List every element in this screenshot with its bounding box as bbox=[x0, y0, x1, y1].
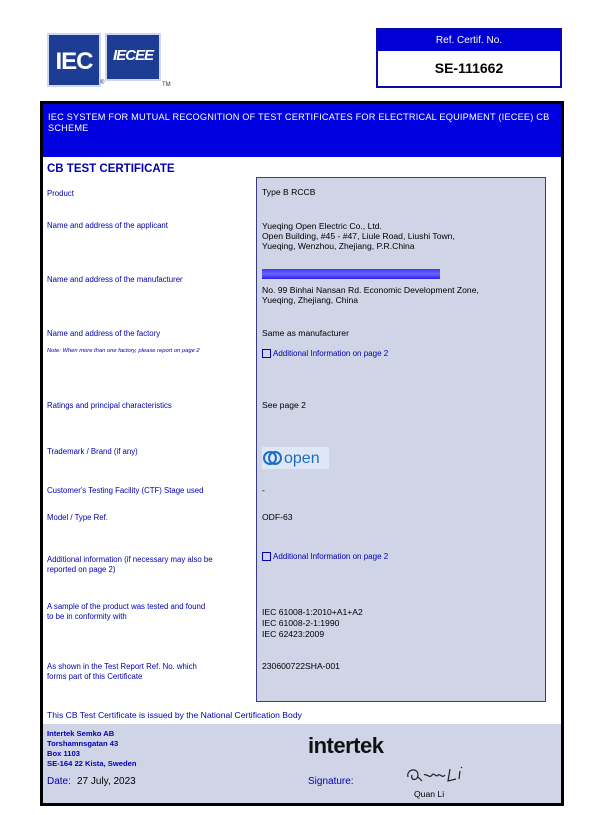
date-value: 27 July, 2023 bbox=[77, 776, 136, 787]
ncb-box: Box 1103 bbox=[47, 749, 80, 758]
trademark-label: Trademark / Brand (if any) bbox=[47, 447, 138, 456]
iec-logo-text: IEC bbox=[55, 48, 93, 75]
open-logo-text: open bbox=[284, 450, 320, 467]
ncb-city: SE-164 22 Kista, Sweden bbox=[47, 759, 137, 768]
sample-label-line1: A sample of the product was tested and found bbox=[47, 602, 206, 611]
open-brand-logo bbox=[262, 447, 329, 469]
additional-label-line2: reported on page 2) bbox=[47, 565, 116, 574]
ref-certif-number: SE-111662 bbox=[434, 60, 504, 76]
iecee-logo-text: IECEE bbox=[112, 47, 153, 64]
checkbox-icon bbox=[262, 349, 271, 358]
registered-mark-icon: ® bbox=[100, 80, 105, 86]
manufacturer-label: Name and address of the manufacturer bbox=[47, 275, 183, 284]
factory-additional-info-text: Additional Information on page 2 bbox=[273, 349, 389, 358]
manufacturer-line3: Yueqing, Zhejiang, China bbox=[262, 295, 359, 305]
checkbox-icon bbox=[262, 552, 271, 561]
model-label: Model / Type Ref. bbox=[47, 513, 108, 522]
open-logo-icon bbox=[262, 447, 329, 469]
signature-label: Signature: bbox=[308, 776, 354, 787]
additional-label-line1: Additional information (if necessary may also be bbox=[47, 555, 213, 564]
factory-label: Name and address of the factory bbox=[47, 329, 161, 338]
standard-3: IEC 62423:2009 bbox=[262, 629, 325, 639]
ncb-street: Torshamnsgatan 43 bbox=[47, 739, 119, 748]
ncb-name: Intertek Semko AB bbox=[47, 729, 115, 738]
ctf-value: - bbox=[262, 485, 265, 495]
issued-by-text: This CB Test Certificate is issued by the National Certification Body bbox=[47, 710, 302, 720]
standard-2: IEC 61008-2-1:1990 bbox=[262, 618, 340, 628]
scheme-banner-text: IEC SYSTEM FOR MUTUAL RECOGNITION OF TEST CERTIFICATES FOR ELECTRICAL EQUIPMENT (IECEE) CB SCHEME bbox=[48, 112, 550, 133]
ratings-label: Ratings and principal characteristics bbox=[47, 401, 172, 410]
additional-info-text: Additional Information on page 2 bbox=[273, 552, 389, 561]
scheme-banner bbox=[43, 104, 561, 157]
date-label: Date: bbox=[47, 776, 71, 787]
model-value: ODF-63 bbox=[262, 512, 293, 522]
iec-logo bbox=[47, 33, 101, 87]
redacted-manufacturer-name bbox=[262, 269, 440, 279]
manufacturer-line2: No. 99 Binhai Nansan Rd. Economic Development Zone, bbox=[262, 285, 479, 295]
report-label-line2: forms part of this Certificate bbox=[47, 672, 143, 681]
factory-additional-info bbox=[262, 349, 388, 358]
ref-certif-box bbox=[376, 28, 562, 88]
additional-info bbox=[262, 552, 388, 561]
applicant-line1: Yueqing Open Electric Co., Ltd. bbox=[262, 221, 382, 231]
applicant-line2: Open Building, #45 - #47, Liule Road, Liushi Town, bbox=[262, 231, 455, 241]
factory-value: Same as manufacturer bbox=[262, 328, 349, 338]
ratings-value: See page 2 bbox=[262, 400, 306, 410]
intertek-logo: intertek bbox=[308, 733, 384, 758]
product-value: Type B RCCB bbox=[262, 187, 316, 197]
trademark-icon: TM bbox=[162, 82, 171, 88]
handwritten-signature bbox=[404, 763, 474, 787]
factory-note: Note: When more than one factory, please report on page 2 bbox=[47, 348, 200, 354]
signatory-name: Quan Li bbox=[414, 789, 445, 799]
applicant-label: Name and address of the applicant bbox=[47, 221, 168, 230]
sample-label-line2: to be in conformity with bbox=[47, 612, 127, 621]
product-label: Product bbox=[47, 189, 74, 198]
iecee-logo bbox=[105, 33, 161, 81]
report-label-line1: As shown in the Test Report Ref. No. which bbox=[47, 662, 197, 671]
ref-certif-label: Ref. Certif. No. bbox=[378, 30, 560, 51]
ctf-label: Customer's Testing Facility (CTF) Stage used bbox=[47, 486, 204, 495]
standard-1: IEC 61008-1:2010+A1+A2 bbox=[262, 607, 363, 617]
certificate-title: CB TEST CERTIFICATE bbox=[47, 163, 175, 175]
applicant-line3: Yueqing, Wenzhou, Zhejiang, P.R.China bbox=[262, 241, 415, 251]
report-value: 230600722SHA-001 bbox=[262, 661, 340, 671]
